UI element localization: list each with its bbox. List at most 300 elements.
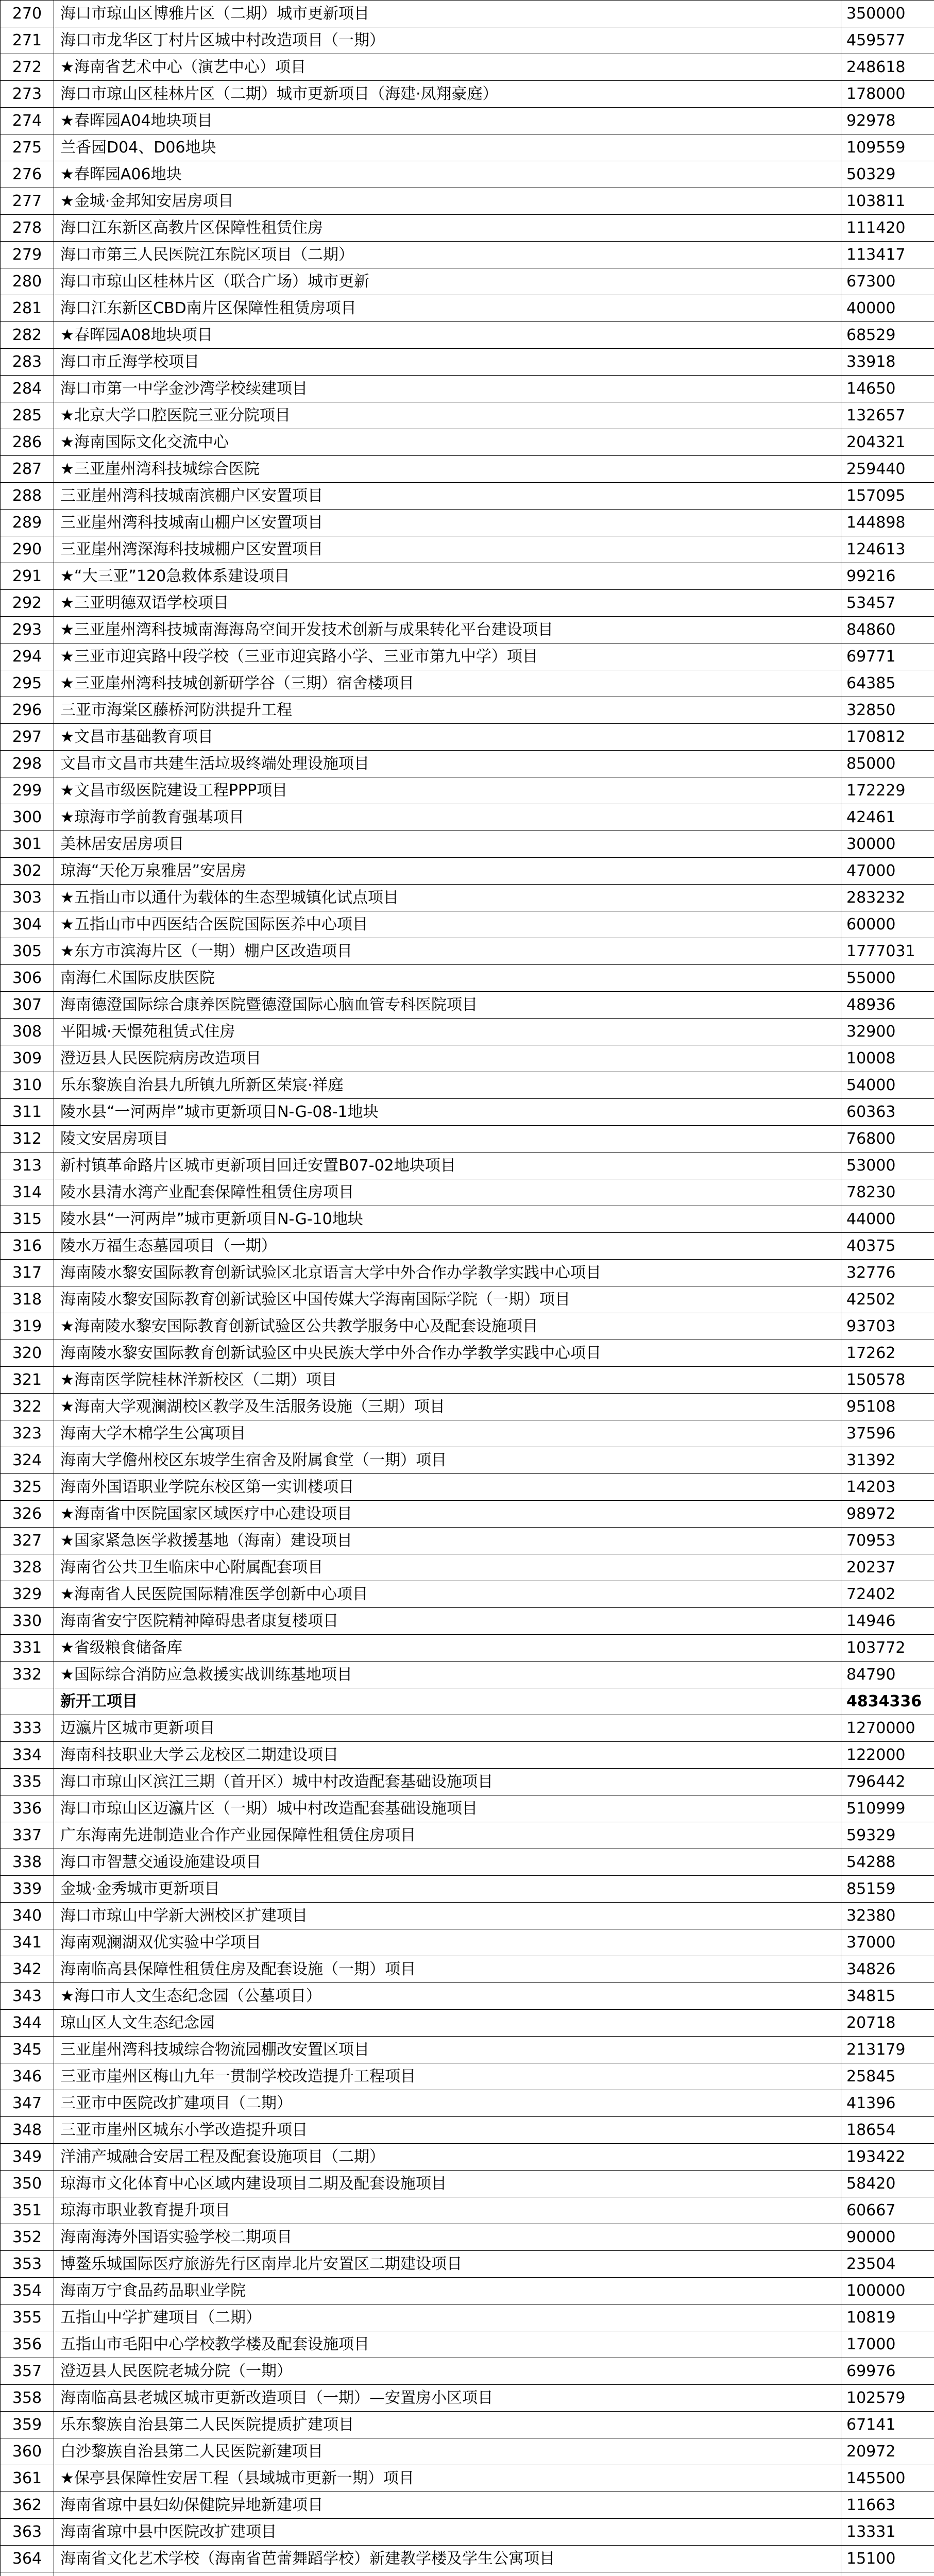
row-number-cell: 287 [1,456,54,483]
table-row [1,938,934,965]
investment-value-cell: 14946 [841,1608,934,1635]
investment-value-cell: 84860 [841,617,934,643]
table-row [1,295,934,322]
investment-value-cell: 283232 [841,885,934,911]
project-name-cell: 琼海“天伦万泉雅居”安居房 [54,858,841,885]
investment-value-cell: 1270000 [841,1715,934,1742]
investment-value-cell: 124613 [841,536,934,563]
row-number-cell: 294 [1,643,54,670]
table-row [1,1420,934,1447]
row-number-cell: 332 [1,1662,54,1688]
investment-value-cell: 23504 [841,2251,934,2278]
table-row [1,108,934,134]
row-number-cell: 310 [1,1072,54,1099]
row-number-cell: 293 [1,617,54,643]
project-name-cell: ★五指山市中西医结合医院国际医养中心项目 [54,911,841,938]
table-row [1,1340,934,1367]
table-row [1,2171,934,2197]
project-name-cell: 洋浦产城融合安居工程及配套设施项目（二期） [54,2144,841,2171]
row-number-cell: 285 [1,402,54,429]
project-name-cell: 海南省安宁医院精神障碍患者康复楼项目 [54,1608,841,1635]
project-name-cell: 海南省琼中县妇幼保健院异地新建项目 [54,2492,841,2519]
row-number-cell: 305 [1,938,54,965]
row-number-cell: 272 [1,54,54,81]
project-name-cell: 三亚崖州湾科技城南滨棚户区安置项目 [54,483,841,510]
table-row [1,1045,934,1072]
table-row [1,2063,934,2090]
table-row [1,188,934,215]
table-row [1,376,934,402]
project-name-cell: 陵水县清水湾产业配套保障性租赁住房项目 [54,1179,841,1206]
table-row [1,215,934,242]
row-number-cell: 317 [1,1260,54,1286]
table-row [1,2385,934,2412]
project-name-cell: ★海南省艺术中心（演艺中心）项目 [54,54,841,81]
row-number-cell: 283 [1,349,54,376]
table-row [1,831,934,858]
table-row [1,1447,934,1474]
table-row [1,2465,934,2492]
table-row [1,1528,934,1554]
investment-value-cell: 13331 [841,2519,934,2546]
row-number-cell: 347 [1,2090,54,2117]
investment-value-cell: 178000 [841,81,934,108]
project-name-cell: 澄迈县人民医院老城分院（一期） [54,2358,841,2385]
investment-value-cell: 102579 [841,2385,934,2412]
row-number-cell: 318 [1,1286,54,1313]
table-row [1,1260,934,1286]
row-number-cell: 326 [1,1501,54,1528]
project-name-cell: 平阳城·天憬苑租赁式住房 [54,1019,841,1045]
project-name-cell: 陵水万福生态墓园项目（一期） [54,1233,841,1260]
investment-value-cell: 50329 [841,161,934,188]
row-number-cell: 301 [1,831,54,858]
investment-value-cell: 33918 [841,349,934,376]
table-row [1,911,934,938]
table-row [1,2546,934,2572]
row-number-cell: 335 [1,1769,54,1795]
project-name-cell: ★省级粮食储备库 [54,1635,841,1662]
project-name-cell: 海口江东新区高教片区保障性租赁住房 [54,215,841,242]
investment-value-cell: 41396 [841,2090,934,2117]
investment-value-cell: 55000 [841,965,934,992]
investment-value-cell [841,2572,934,2576]
table-row [1,2197,934,2224]
table-row [1,1099,934,1126]
row-number-cell: 304 [1,911,54,938]
table-row [1,1983,934,2010]
investment-value-cell: 111420 [841,215,934,242]
row-number-cell: 306 [1,965,54,992]
table-row [1,1795,934,1822]
table-row [1,322,934,349]
row-number-cell: 339 [1,1876,54,1903]
investment-value-cell: 172229 [841,777,934,804]
project-name-cell: 广东海南先进制造业合作产业园保障性租赁住房项目 [54,1822,841,1849]
row-number-cell: 338 [1,1849,54,1876]
table-row [1,643,934,670]
table-row [1,2572,934,2576]
row-number-cell: 346 [1,2063,54,2090]
row-number-cell: 345 [1,2037,54,2063]
project-name-cell: 博鳌乐城国际医疗旅游先行区南岸北片安置区二期建设项目 [54,2251,841,2278]
investment-value-cell: 37596 [841,1420,934,1447]
project-name-cell: 白沙黎族自治县第二人民医院新建项目 [54,2438,841,2465]
investment-value-cell: 85159 [841,1876,934,1903]
row-number-cell: 297 [1,724,54,751]
project-name-cell: 文昌市文昌市共建生活垃圾终端处理设施项目 [54,751,841,777]
table-row [1,1126,934,1153]
investment-value-cell: 95108 [841,1394,934,1420]
table-row [1,1153,934,1179]
row-number-cell: 360 [1,2438,54,2465]
row-number-cell: 336 [1,1795,54,1822]
investment-value-cell: 259440 [841,456,934,483]
table-row [1,54,934,81]
table-row [1,1474,934,1501]
project-name-cell: ★海口市人文生态纪念园（公墓项目） [54,1983,841,2010]
investment-value-cell: 122000 [841,1742,934,1769]
row-number-cell: 278 [1,215,54,242]
project-name-cell: 海口市第一中学金沙湾学校续建项目 [54,376,841,402]
table-row [1,697,934,724]
project-name-cell: 南海仁术国际皮肤医院 [54,965,841,992]
row-number-cell: 333 [1,1715,54,1742]
investment-value-cell: 20972 [841,2438,934,2465]
project-name-cell: 三亚市崖州区梅山九年一贯制学校改造提升工程项目 [54,2063,841,2090]
row-number-cell: 355 [1,2304,54,2331]
investment-value-cell: 54288 [841,1849,934,1876]
table-row [1,81,934,108]
row-number-cell: 286 [1,429,54,456]
project-name-cell: 兰香园D04、D06地块 [54,134,841,161]
investment-value-cell: 20237 [841,1554,934,1581]
row-number-cell: 279 [1,242,54,268]
project-name-cell: 海口市琼山区桂林片区（二期）城市更新项目（海建·凤翔豪庭） [54,81,841,108]
project-name-cell: ★海南陵水黎安国际教育创新试验区公共教学服务中心及配套设施项目 [54,1313,841,1340]
project-name-cell: 海南临高县老城区城市更新改造项目（一期）—安置房小区项目 [54,2385,841,2412]
row-number-cell: 342 [1,1956,54,1983]
project-name-cell: 海口江东新区CBD南片区保障性租赁房项目 [54,295,841,322]
investment-value-cell: 67300 [841,268,934,295]
investment-value-cell: 53000 [841,1153,934,1179]
table-row [1,885,934,911]
row-number-cell: 308 [1,1019,54,1045]
project-name-cell: 三亚市海棠区藤桥河防洪提升工程 [54,697,841,724]
row-number-cell: 349 [1,2144,54,2171]
table-row [1,1233,934,1260]
project-name-cell: 琼海市文化体育中心区域内建设项目二期及配套设施项目 [54,2171,841,2197]
project-name-cell: ★海南国际文化交流中心 [54,429,841,456]
table-row [1,429,934,456]
investment-value-cell: 92978 [841,108,934,134]
row-number-cell: 295 [1,670,54,697]
row-number-cell: 353 [1,2251,54,2278]
row-number-cell: 348 [1,2117,54,2144]
investment-value-cell: 93703 [841,1313,934,1340]
investment-value-cell: 42461 [841,804,934,831]
investment-value-cell: 145500 [841,2465,934,2492]
investment-value-cell: 40000 [841,295,934,322]
investment-value-cell: 18654 [841,2117,934,2144]
project-name-cell: 三亚市中医院改扩建项目（二期） [54,2090,841,2117]
table-row [1,751,934,777]
row-number-cell: 344 [1,2010,54,2037]
table-row [1,1635,934,1662]
row-number-cell: 319 [1,1313,54,1340]
project-name-cell: 新开工项目 [54,1688,841,1715]
investment-value-cell: 40375 [841,1233,934,1260]
project-name-cell: 琼山区人文生态纪念园 [54,2010,841,2037]
investment-value-cell: 11663 [841,2492,934,2519]
project-name-cell: 海口市琼山区桂林片区（联合广场）城市更新 [54,268,841,295]
project-name-cell: 海南大学儋州校区东坡学生宿舍及附属食堂（一期）项目 [54,1447,841,1474]
row-number-cell: 343 [1,1983,54,2010]
table-row [1,1501,934,1528]
project-name-cell: ★三亚明德双语学校项目 [54,590,841,617]
project-name-cell: 乐东黎族自治县第二人民医院提质扩建项目 [54,2412,841,2438]
row-number-cell: 284 [1,376,54,402]
table-row [1,268,934,295]
row-number-cell: 331 [1,1635,54,1662]
investment-value-cell: 32380 [841,1903,934,1929]
investment-value-cell: 4834336 [841,1688,934,1715]
project-name-cell: 金城·金秀城市更新项目 [54,1876,841,1903]
row-number-cell: 350 [1,2171,54,2197]
table-row [1,2278,934,2304]
table-body [1,1,934,2576]
row-number-cell: 303 [1,885,54,911]
row-number-cell: 329 [1,1581,54,1608]
row-number-cell: 273 [1,81,54,108]
table-row [1,2117,934,2144]
row-number-cell: 314 [1,1179,54,1206]
investment-value-cell: 14650 [841,376,934,402]
table-row [1,2251,934,2278]
investment-value-cell: 213179 [841,2037,934,2063]
row-number-cell: 352 [1,2224,54,2251]
table-row [1,2304,934,2331]
project-name-cell: ★海南医学院桂林洋新校区（二期）项目 [54,1367,841,1394]
project-name-cell: 三亚崖州湾深海科技城棚户区安置项目 [54,536,841,563]
row-number-cell: 280 [1,268,54,295]
investment-value-cell: 157095 [841,483,934,510]
investment-value-cell: 60667 [841,2197,934,2224]
row-number-cell: 312 [1,1126,54,1153]
project-name-cell: ★海南大学观澜湖校区教学及生活服务设施（三期）项目 [54,1394,841,1420]
investment-value-cell: 99216 [841,563,934,590]
project-name-cell: 澄迈县人民医院病房改造项目 [54,1045,841,1072]
row-number-cell: 289 [1,510,54,536]
project-name-cell: 海南德澄国际综合康养医院暨德澄国际心脑血管专科医院项目 [54,992,841,1019]
table-row [1,242,934,268]
row-number-cell: 330 [1,1608,54,1635]
investment-value-cell: 10819 [841,2304,934,2331]
investment-value-cell: 53457 [841,590,934,617]
table-row [1,965,934,992]
project-name-cell [54,2572,841,2576]
table-row [1,1822,934,1849]
investment-value-cell: 193422 [841,2144,934,2171]
investment-value-cell: 98972 [841,1501,934,1528]
table-row [1,804,934,831]
project-name-cell: 海南万宁食品药品职业学院 [54,2278,841,2304]
row-number-cell: 334 [1,1742,54,1769]
investment-value-cell: 34826 [841,1956,934,1983]
table-row [1,1849,934,1876]
project-name-cell: ★春晖园A08地块项目 [54,322,841,349]
row-number-cell: 311 [1,1099,54,1126]
table-row [1,1742,934,1769]
table-row [1,1,934,27]
table-row [1,1313,934,1340]
row-number-cell: 288 [1,483,54,510]
investment-value-cell: 37000 [841,1929,934,1956]
row-number-cell: 356 [1,2331,54,2358]
table-row [1,1956,934,1983]
table-row [1,563,934,590]
project-name-cell: 五指山市毛阳中心学校教学楼及配套设施项目 [54,2331,841,2358]
table-row [1,724,934,751]
table-row [1,1769,934,1795]
project-name-cell: ★春晖园A04地块项目 [54,108,841,134]
investment-value-cell: 459577 [841,27,934,54]
project-name-cell: 海口市智慧交通设施建设项目 [54,1849,841,1876]
table-row [1,992,934,1019]
project-name-cell: ★东方市滨海片区（一期）棚户区改造项目 [54,938,841,965]
table-row [1,2331,934,2358]
table-row [1,2492,934,2519]
investment-value-cell: 150578 [841,1367,934,1394]
investment-value-cell: 248618 [841,54,934,81]
row-number-cell: 309 [1,1045,54,1072]
table-row [1,1929,934,1956]
project-name-cell: 海南省琼中县中医院改扩建项目 [54,2519,841,2546]
row-number-cell: 363 [1,2519,54,2546]
row-number-cell: 327 [1,1528,54,1554]
investment-value-cell: 32900 [841,1019,934,1045]
project-name-cell: 五指山中学扩建项目（二期） [54,2304,841,2331]
project-name-cell: 海口市第三人民医院江东院区项目（二期） [54,242,841,268]
investment-value-cell: 34815 [841,1983,934,2010]
project-name-cell: 新村镇革命路片区城市更新项目回迁安置B07-02地块项目 [54,1153,841,1179]
project-name-cell: 海口市龙华区丁村片区城中村改造项目（一期） [54,27,841,54]
investment-value-cell: 44000 [841,1206,934,1233]
project-name-cell: 琼海市职业教育提升项目 [54,2197,841,2224]
table-row [1,1394,934,1420]
project-name-cell: ★三亚崖州湾科技城综合医院 [54,456,841,483]
investment-value-cell: 69771 [841,643,934,670]
investment-value-cell: 68529 [841,322,934,349]
row-number-cell: 291 [1,563,54,590]
row-number-cell: 357 [1,2358,54,2385]
investment-value-cell: 20718 [841,2010,934,2037]
table-row [1,134,934,161]
investment-value-cell: 132657 [841,402,934,429]
table-row [1,2090,934,2117]
investment-value-cell: 15100 [841,2546,934,2572]
investment-value-cell: 32850 [841,697,934,724]
row-number-cell: 324 [1,1447,54,1474]
row-number-cell: 281 [1,295,54,322]
investment-value-cell: 72402 [841,1581,934,1608]
project-name-cell: ★北京大学口腔医院三亚分院项目 [54,402,841,429]
row-number-cell: 298 [1,751,54,777]
row-number-cell: 275 [1,134,54,161]
project-name-cell: ★国际综合消防应急救援实战训练基地项目 [54,1662,841,1688]
project-name-cell: 海南海涛外国语实验学校二期项目 [54,2224,841,2251]
row-number-cell: 315 [1,1206,54,1233]
table-row [1,1367,934,1394]
investment-value-cell: 59329 [841,1822,934,1849]
table-row [1,161,934,188]
row-number-cell: 316 [1,1233,54,1260]
table-row [1,1581,934,1608]
project-name-cell: 海南外国语职业学院东校区第一实训楼项目 [54,1474,841,1501]
row-number-cell: 358 [1,2385,54,2412]
investment-value-cell: 1777031 [841,938,934,965]
investment-value-cell: 204321 [841,429,934,456]
project-name-cell: ★春晖园A06地块 [54,161,841,188]
investment-value-cell: 78230 [841,1179,934,1206]
row-number-cell: 354 [1,2278,54,2304]
project-name-cell: ★三亚崖州湾科技城南海海岛空间开发技术创新与成果转化平台建设项目 [54,617,841,643]
project-name-cell: 陵文安居房项目 [54,1126,841,1153]
row-number-cell: 300 [1,804,54,831]
row-number-cell: 359 [1,2412,54,2438]
investment-value-cell: 42502 [841,1286,934,1313]
table-row [1,402,934,429]
project-name-cell: ★琼海市学前教育强基项目 [54,804,841,831]
investment-value-cell: 30000 [841,831,934,858]
project-name-cell: 海南大学木棉学生公寓项目 [54,1420,841,1447]
row-number-cell: 320 [1,1340,54,1367]
investment-value-cell: 109559 [841,134,934,161]
project-name-cell: 海南临高县保障性租赁住房及配套设施（一期）项目 [54,1956,841,1983]
table-row [1,777,934,804]
project-name-cell: ★海南省人民医院国际精准医学创新中心项目 [54,1581,841,1608]
investment-value-cell: 796442 [841,1769,934,1795]
table-row [1,349,934,376]
project-name-cell: 海口市丘海学校项目 [54,349,841,376]
investment-value-cell: 70953 [841,1528,934,1554]
investment-value-cell: 17000 [841,2331,934,2358]
investment-value-cell: 48936 [841,992,934,1019]
investment-value-cell: 25845 [841,2063,934,2090]
row-number-cell: 321 [1,1367,54,1394]
table-row [1,858,934,885]
investment-value-cell: 47000 [841,858,934,885]
project-name-cell: 乐东黎族自治县九所镇九所新区荣宸·祥庭 [54,1072,841,1099]
project-name-cell: ★金城·金邦知安居房项目 [54,188,841,215]
investment-value-cell: 69976 [841,2358,934,2385]
table-row [1,2037,934,2063]
project-name-cell: 海南陵水黎安国际教育创新试验区北京语言大学中外合作办学教学实践中心项目 [54,1260,841,1286]
investment-value-cell: 32776 [841,1260,934,1286]
row-number-cell: 277 [1,188,54,215]
investment-value-cell: 510999 [841,1795,934,1822]
row-number-cell: 328 [1,1554,54,1581]
row-number-cell [1,2572,54,2576]
table-row [1,1876,934,1903]
investment-value-cell: 100000 [841,2278,934,2304]
project-name-cell: 海口市琼山区滨江三期（首开区）城中村改造配套基础设施项目 [54,1769,841,1795]
table-row [1,2412,934,2438]
investment-value-cell: 60000 [841,911,934,938]
table-row [1,1019,934,1045]
row-number-cell: 323 [1,1420,54,1447]
table-row [1,1715,934,1742]
